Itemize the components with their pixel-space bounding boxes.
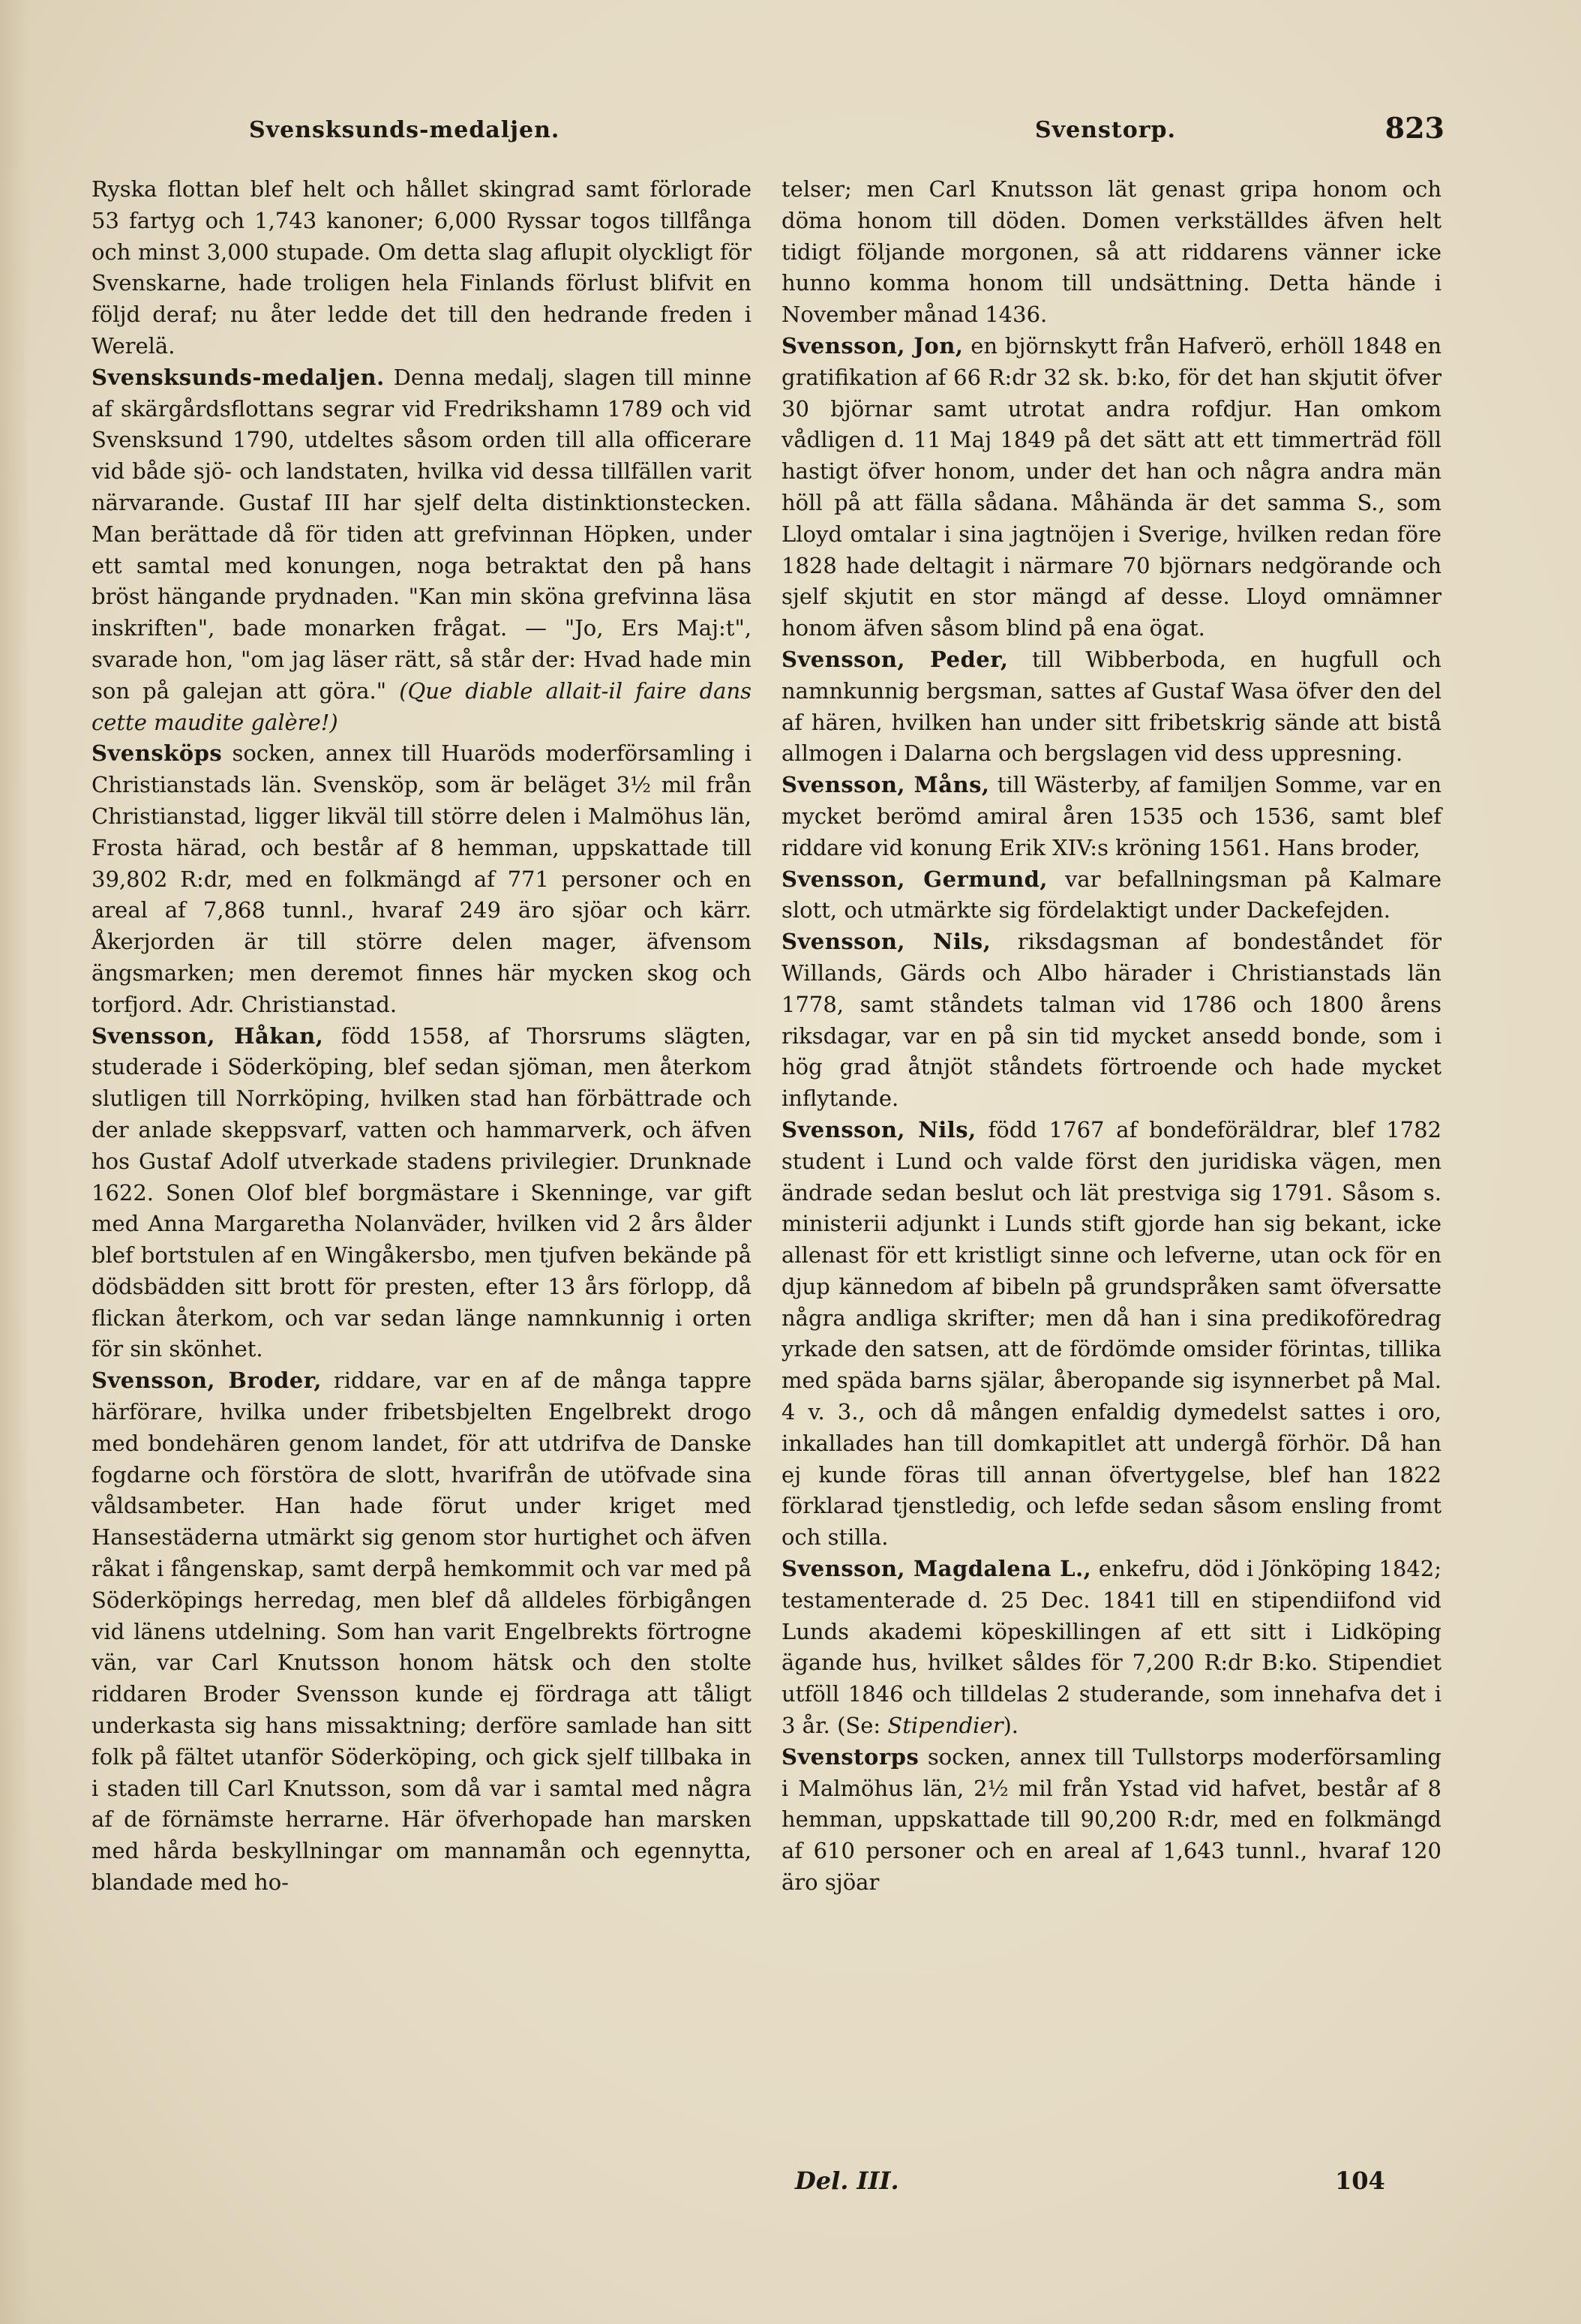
entry-text: var befallningsman på Kalmare slott, och utmärkte sig fördelaktigt under Dackefejden. <box>782 866 1442 923</box>
entry-tail: ). <box>1003 1713 1019 1739</box>
volume-marker: Del. III. <box>795 2166 899 2195</box>
entry-paragraph <box>782 644 1442 770</box>
entry-text: riddare, var en af de många tappre härförare, hvilka under fribetsbjelten Engelbrekt drogo med bondehären genom landet, för att utdrifva de Danske fogdarne och förstöra de slott, hvarifrån de utöfvade sina våldsambeter. Han hade förut under kriget med Hansestäderna utmärkt sig genom stor hurtighet och äfven råkat i fångenskap, samt derpå hemkommit och var med på Söderköpings herredag, men blef då alldeles förbigången vid länens utdelning. Som han varit Engelbrekts förtrogne vän, var Carl Knutsson honom hätsk och den stolte riddaren Broder Svensson kunde ej fördraga att tåligt underkasta sig hans missaktning; derföre samlade han sitt folk på fältet utanför Söderköping, och gick sjelf tillbaka in i staden till Carl Knutsson, som då var i samtal med några af de förnämste herrarne. Här öfverhopade han marsken med hårda beskyllningar om mannamån och egennytta, blandade med ho- <box>92 1368 752 1896</box>
entry-headword: Svensson, Magdalena L., <box>782 1556 1092 1582</box>
entry-headword: Svenstorps <box>782 1743 920 1770</box>
entry-paragraph <box>782 331 1442 644</box>
entry-text: född 1767 af bondeföräldrar, blef 1782 student i Lund och valde först den juridiska vägen, men ändrade sedan beslut och lät prestviga sig 1791. Såsom s. ministerii adjunkt i Lunds stift gjorde han sig bekant, icke allenast för ett kristligt sinne och lefverne, utan ock för en djup kännedom af bibeln på grundspråken samt öfversatte några andliga skrifter; men då han i sina predikoföredrag yrkade den satsen, att de fördömde omsider förintas, tillika med späda barns själar, åberopande sig isynnerbet på Mal. 4 v. 3., och då mången enfaldig dymedelst sattes i oro, inkallades han till domkapitlet att undergå förhör. Då han ej kunde föras till annan öfvertygelse, blef han 1822 förklarad tjenstledig, och lefde sedan såsom ensling fromt och stilla. <box>782 1116 1442 1551</box>
right-column <box>782 174 1442 1899</box>
entry-text: en björnskytt från Hafverö, erhöll 1848 en gratifikation af 66 R:dr 32 sk. b:ko, för det han skjutit öfver 30 björnar samt utrotat andra rofdjur. Han omkom vådligen d. 11 Maj 1849 på det sätt att ett timmerträd föll hastigt öfver honom, under det han och några andra män höll på att fälla sådana. Måhända är det samma S., som Lloyd omtalar i sina jagtnöjen i Sverige, hvilken redan före 1828 hade deltagit i närmare 70 björnars nedgörande och sjelf skjutit en stor mängd af desse. Lloyd omnämner honom äfven såsom blind på ena ögat. <box>782 332 1442 641</box>
signature-mark: 104 <box>1335 2166 1385 2195</box>
entry-headword: Svensson, Broder, <box>92 1368 322 1394</box>
entry-paragraph <box>92 362 752 739</box>
entry-paragraph <box>92 738 752 1020</box>
entry-text: till Wibberboda, en hugfull och namnkunnig bergsman, sattes af Gustaf Wasa öfver den del af hären, hvilken han under sitt fribetskrig sände att bistå allmogen i Dalarna och bergslagen vid dess uppresning. <box>782 646 1442 767</box>
entry-paragraph <box>92 1365 752 1899</box>
entry-headword: Svensson, Måns, <box>782 772 990 798</box>
entry-text: socken, annex till Tullstorps moderförsamling i Malmöhus län, 2½ mil från Ystad vid hafvet, består af 8 hemman, uppskattade till 90,200 R:dr, med en folkmängd af 610 personer och en areal af 1,643 tunnl., hvaraf 120 äro sjöar <box>782 1743 1442 1896</box>
entry-paragraph <box>782 1554 1442 1742</box>
page-edge-shadow <box>0 0 30 2324</box>
entry-text: född 1558, af Thorsrums slägten, studerade i Söderköping, blef sedan sjöman, men återkom slutligen till Norrköping, hvilken stad han förbättrade och der anlade skeppsvarf, vatten och hammarverk, och äfven hos Gustaf Adolf utverkade stadens privilegier. Drunknade 1622. Sonen Olof blef borgmästare i Skenninge, var gift med Anna Margaretha Nolanväder, hvilken vid 2 års ålder blef bortstulen af en Wingåkersbo, men tjufven bekände på dödsbädden sitt brott för presten, efter 13 års förlopp, då flickan återkom, och var sedan länge namnkunnig i orten för sin skönhet. <box>92 1022 752 1362</box>
entry-paragraph <box>92 174 752 362</box>
entry-paragraph <box>782 926 1442 1115</box>
entry-paragraph <box>92 1021 752 1366</box>
entry-text: Denna medalj, slagen till minne af skärgårdsflottans segrar vid Fredrikshamn 1789 och vid Svensksund 1790, utdeltes såsom orden till alla officerare vid både sjö- och landstaten, hvilka vid dessa tillfällen varit närvarande. Gustaf III har sjelf delta distinktionstecken. Man berättade då för tiden att grefvinnan Höpken, under ett samtal med konungen, noga betraktat den på hans bröst hängande prydnaden. "Kan min sköna grefvinna läsa inskriften", bade monarken frågat. — "Jo, Ers Maj:t", svarade hon, "om jag läser rätt, så står der: Hvad hade min son på galejan att göra." <box>92 364 752 704</box>
entry-paragraph <box>782 770 1442 863</box>
entry-text: socken, annex till Huaröds moderförsamling i Christianstads län. Svensköp, som är beläget 3½ mil från Christianstad, ligger likväl till större delen i Malmöhus län, Frosta härad, och består af 8 hemman, uppskattade till 39,802 R:dr, med en folkmängd af 771 personer och en areal af 7,868 tunnl., hvaraf 249 äro sjöar och kärr. Åkerjorden är till större delen mager, äfvensom ängsmarken; men deremot finnes här mycken skog och torfjord. Adr. Christianstad. <box>92 740 752 1017</box>
running-head-right: Svenstorp. <box>1035 117 1176 143</box>
entry-italic: Stipendier <box>887 1713 1004 1739</box>
entry-headword: Svensson, Håkan, <box>92 1022 324 1049</box>
entry-text: telser; men Carl Knutsson lät genast gripa honom och döma honom till döden. Domen verkställdes äfven helt tidigt följande morgonen, så att riddarens vänner icke hunno komma honom till undsättning. Detta hände i November månad 1436. <box>782 176 1442 328</box>
entry-paragraph <box>782 1115 1442 1554</box>
page-footer <box>795 2166 1440 2204</box>
entry-paragraph <box>782 174 1442 331</box>
entry-paragraph <box>782 864 1442 927</box>
left-column <box>92 174 752 1899</box>
entry-headword: Svensson, Nils, <box>782 929 992 955</box>
entry-headword: Svensköps <box>92 740 223 767</box>
page-number: 823 <box>1384 111 1444 145</box>
entry-text: riksdagsman af bondeståndet för Willands, Gärds och Albo härader i Christianstads län 1778, samt ståndets talman vid 1786 och 1800 årens riksdagar, var en på sin tid mycket ansedd bonde, som i hög grad åtnjöt ståndets förtroende och hade mycket inflytande. <box>782 929 1442 1112</box>
entry-headword: Svensson, Jon, <box>782 332 964 359</box>
entry-headword: Svensson, Peder, <box>782 646 1009 672</box>
running-head-left: Svensksunds-medaljen. <box>249 117 560 143</box>
entry-headword: Svensksunds-medaljen. <box>92 364 385 390</box>
page-header <box>82 111 1444 156</box>
entry-italic: (Que diable allait-il faire dans cette maudite galère!) <box>92 677 752 735</box>
entry-headword: Svensson, Germund, <box>782 866 1048 892</box>
entry-text: Ryska flottan blef helt och hållet skingrad samt förlorade 53 fartyg och 1,743 kanoner; 6,000 Ryssar togos tillfånga och minst 3,000 stupade. Om detta slag aflupit olyckligt för Svenskarne, hade troligen hela Finlands förlust blifvit en följd deraf; nu åter ledde det till den hedrande freden i Werelä. <box>92 176 752 359</box>
entry-text: till Wästerby, af familjen Somme, var en mycket berömd amiral åren 1535 och 1536, samt blef riddare vid konung Erik XIV:s kröning 1561. Hans broder, <box>782 772 1442 860</box>
entry-headword: Svensson, Nils, <box>782 1116 976 1142</box>
entry-text: enkefru, död i Jönköping 1842; testamenterade d. 25 Dec. 1841 till en stipendiifond vid Lunds akademi köpeskillingen af ett sitt i Lidköping ägande hus, hvilket såldes för 7,200 R:dr B:ko. Stipendiet utföll 1846 och tilldelas 2 studerande, som innehafva det i 3 år. (Se: <box>782 1556 1442 1739</box>
entry-paragraph <box>782 1742 1442 1899</box>
